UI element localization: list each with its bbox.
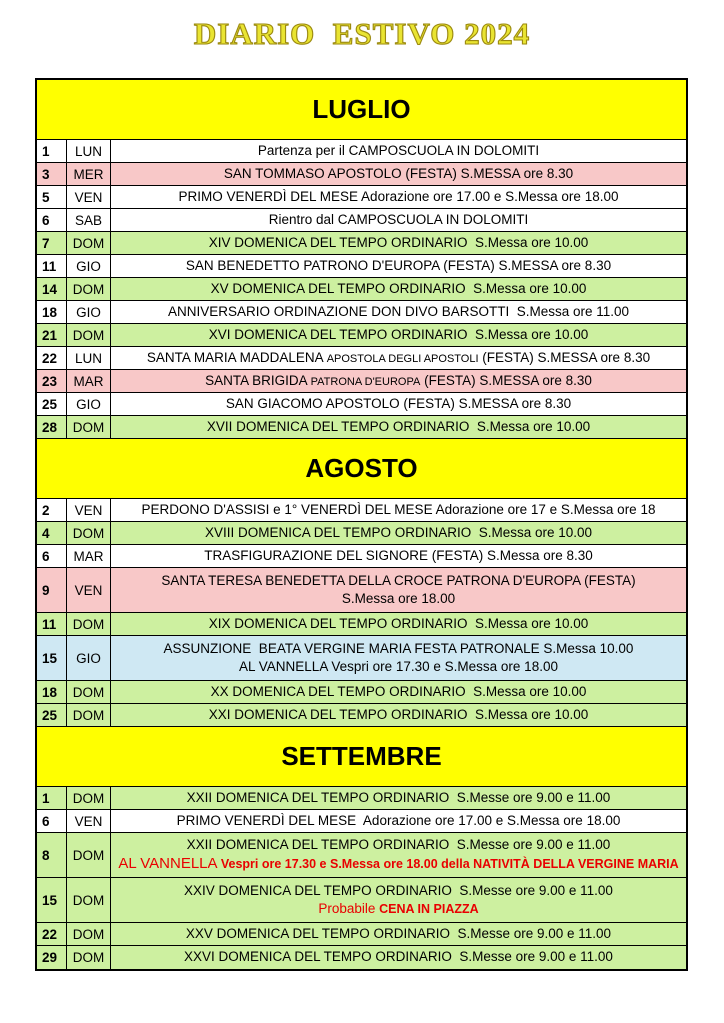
date-cell: 22 [37,923,67,945]
weekday-cell: DOM [67,522,111,544]
event-line: SAN BENEDETTO PATRONO D'EUROPA (FESTA) S.MESSA ore 8.30 [185,257,612,273]
event-line: XXIV DOMENICA DEL TEMPO ORDINARIO S.Messe ore 9.00 e 11.00 [184,882,613,898]
event-cell [111,833,686,877]
calendar-row [37,370,686,393]
date-cell: 18 [37,301,67,323]
calendar-row [37,209,686,232]
date-cell: 25 [37,393,67,415]
event-cell [111,347,686,369]
event-line: XXII DOMENICA DEL TEMPO ORDINARIO S.Messe ore 9.00 e 11.00 [186,836,611,852]
date-cell: 18 [37,681,67,703]
event-cell [111,568,686,612]
event-line: Rientro dal CAMPOSCUOLA IN DOLOMITI [268,211,529,227]
weekday-cell: DOM [67,787,111,809]
weekday-cell: MAR [67,370,111,392]
weekday-cell: VEN [67,499,111,521]
event-cell [111,209,686,231]
calendar-row [37,704,686,727]
event-cell [111,163,686,185]
weekday-cell: MAR [67,545,111,567]
event-line: PRIMO VENERDÌ DEL MESE Adorazione ore 17.00 e S.Messa ore 18.00 [176,812,621,828]
date-cell: 8 [37,833,67,877]
date-cell: 25 [37,704,67,726]
date-cell: 3 [37,163,67,185]
weekday-cell: SAB [67,209,111,231]
weekday-cell: DOM [67,681,111,703]
weekday-cell: DOM [67,613,111,635]
date-cell: 6 [37,209,67,231]
date-cell: 22 [37,347,67,369]
weekday-cell: DOM [67,923,111,945]
calendar-row [37,347,686,370]
date-cell: 1 [37,140,67,162]
calendar-row [37,186,686,209]
event-cell [111,499,686,521]
date-cell: 28 [37,416,67,438]
event-cell [111,636,686,680]
date-cell: 1 [37,787,67,809]
month-header-settembre: SETTEMBRE [37,727,686,787]
calendar-row [37,636,686,681]
weekday-cell: DOM [67,416,111,438]
event-cell [111,186,686,208]
calendar-row [37,878,686,923]
calendar-row [37,301,686,324]
event-cell [111,522,686,544]
date-cell: 11 [37,255,67,277]
calendar-row [37,522,686,545]
event-line: AL VANNELLA Vespri ore 17.30 e S.Messa ore 18.00 della NATIVITÀ DELLA VERGINE MARIA [118,854,679,872]
event-line: PRIMO VENERDÌ DEL MESE Adorazione ore 17.00 e S.Messa ore 18.00 [178,188,619,204]
event-line: TRASFIGURAZIONE DEL SIGNORE (FESTA) S.Messa ore 8.30 [204,547,593,563]
calendar-row [37,324,686,347]
date-cell: 11 [37,613,67,635]
weekday-cell: DOM [67,278,111,300]
calendar-row [37,787,686,810]
event-cell [111,370,686,392]
month-header-agosto: AGOSTO [37,439,686,499]
weekday-cell: LUN [67,347,111,369]
event-line: XIV DOMENICA DEL TEMPO ORDINARIO S.Messa ore 10.00 [208,234,589,250]
calendar-row [37,416,686,439]
calendar-row [37,255,686,278]
event-cell [111,140,686,162]
event-line: XXV DOMENICA DEL TEMPO ORDINARIO S.Messe ore 9.00 e 11.00 [185,925,612,941]
event-cell [111,787,686,809]
event-line: XXII DOMENICA DEL TEMPO ORDINARIO S.Messe ore 9.00 e 11.00 [186,789,611,805]
summer-diary-calendar [35,78,688,971]
event-cell [111,416,686,438]
weekday-cell: DOM [67,946,111,969]
date-cell: 9 [37,568,67,612]
date-cell: 21 [37,324,67,346]
event-line: ANNIVERSARIO ORDINAZIONE DON DIVO BARSOTTI S.Messa ore 11.00 [167,303,630,319]
date-cell: 6 [37,545,67,567]
event-cell [111,545,686,567]
weekday-cell: VEN [67,186,111,208]
date-cell: 15 [37,878,67,922]
event-cell [111,946,686,969]
date-cell: 14 [37,278,67,300]
month-header-luglio: LUGLIO [37,80,686,140]
calendar-row [37,163,686,186]
event-line: XX DOMENICA DEL TEMPO ORDINARIO S.Messa ore 10.00 [210,683,587,699]
calendar-row [37,946,686,969]
event-line: XVI DOMENICA DEL TEMPO ORDINARIO S.Messa ore 10.00 [208,326,589,342]
date-cell: 5 [37,186,67,208]
event-line: XV DOMENICA DEL TEMPO ORDINARIO S.Messa ore 10.00 [210,280,587,296]
weekday-cell: LUN [67,140,111,162]
calendar-row [37,232,686,255]
calendar-row [37,810,686,833]
date-cell: 4 [37,522,67,544]
event-line: XVII DOMENICA DEL TEMPO ORDINARIO S.Messa ore 10.00 [206,418,591,434]
weekday-cell: GIO [67,255,111,277]
weekday-cell: DOM [67,232,111,254]
weekday-cell: VEN [67,568,111,612]
event-line: XVIII DOMENICA DEL TEMPO ORDINARIO S.Messa ore 10.00 [204,524,593,540]
event-cell [111,255,686,277]
event-cell [111,810,686,832]
calendar-row [37,278,686,301]
event-cell [111,232,686,254]
event-cell [111,704,686,726]
calendar-row [37,499,686,522]
event-line: Probabile CENA IN PIAZZA [318,901,479,916]
date-cell: 2 [37,499,67,521]
calendar-row [37,568,686,613]
calendar-row [37,833,686,878]
calendar-row [37,140,686,163]
event-cell [111,923,686,945]
event-cell [111,278,686,300]
event-cell [111,301,686,323]
event-line: XXVI DOMENICA DEL TEMPO ORDINARIO S.Messe ore 9.00 e 11.00 [184,949,613,965]
weekday-cell: GIO [67,393,111,415]
weekday-cell: GIO [67,301,111,323]
event-line: SAN TOMMASO APOSTOLO (FESTA) S.MESSA ore 8.30 [223,165,574,181]
calendar-row [37,393,686,416]
event-cell [111,324,686,346]
weekday-cell: DOM [67,324,111,346]
weekday-cell: VEN [67,810,111,832]
weekday-cell: GIO [67,636,111,680]
date-cell: 15 [37,636,67,680]
event-line: SANTA MARIA MADDALENA APOSTOLA DEGLI APOSTOLI (FESTA) S.MESSA ore 8.30 [146,349,651,365]
weekday-cell: DOM [67,878,111,922]
event-line: SANTA TERESA BENEDETTA DELLA CROCE PATRONA D'EUROPA (FESTA) [161,572,636,588]
calendar-row [37,681,686,704]
event-cell [111,613,686,635]
weekday-cell: MER [67,163,111,185]
calendar-row [37,613,686,636]
event-line: AL VANNELLA Vespri ore 17.30 e S.Messa ore 18.00 [239,659,558,674]
event-line: SAN GIACOMO APOSTOLO (FESTA) S.MESSA ore 8.30 [225,395,572,411]
event-cell [111,681,686,703]
event-line: XIX DOMENICA DEL TEMPO ORDINARIO S.Messa ore 10.00 [208,615,589,631]
event-cell [111,393,686,415]
event-line: XXI DOMENICA DEL TEMPO ORDINARIO S.Messa ore 10.00 [208,706,589,722]
calendar-row [37,923,686,946]
page-title: DIARIO ESTIVO 2024 [193,16,531,51]
event-line: PERDONO D'ASSISI e 1° VENERDÌ DEL MESE Adorazione ore 17 e S.Messa ore 18 [141,501,656,517]
calendar-row [37,545,686,568]
event-line: S.Messa ore 18.00 [341,591,456,606]
event-cell [111,878,686,922]
event-line: SANTA BRIGIDA PATRONA D'EUROPA (FESTA) S.MESSA ore 8.30 [205,372,592,388]
weekday-cell: DOM [67,704,111,726]
date-cell: 7 [37,232,67,254]
date-cell: 23 [37,370,67,392]
weekday-cell: DOM [67,833,111,877]
event-line: Partenza per il CAMPOSCUOLA IN DOLOMITI [257,142,540,158]
date-cell: 6 [37,810,67,832]
date-cell: 29 [37,946,67,969]
event-line: ASSUNZIONE BEATA VERGINE MARIA FESTA PATRONALE S.Messa 10.00 [163,640,634,656]
